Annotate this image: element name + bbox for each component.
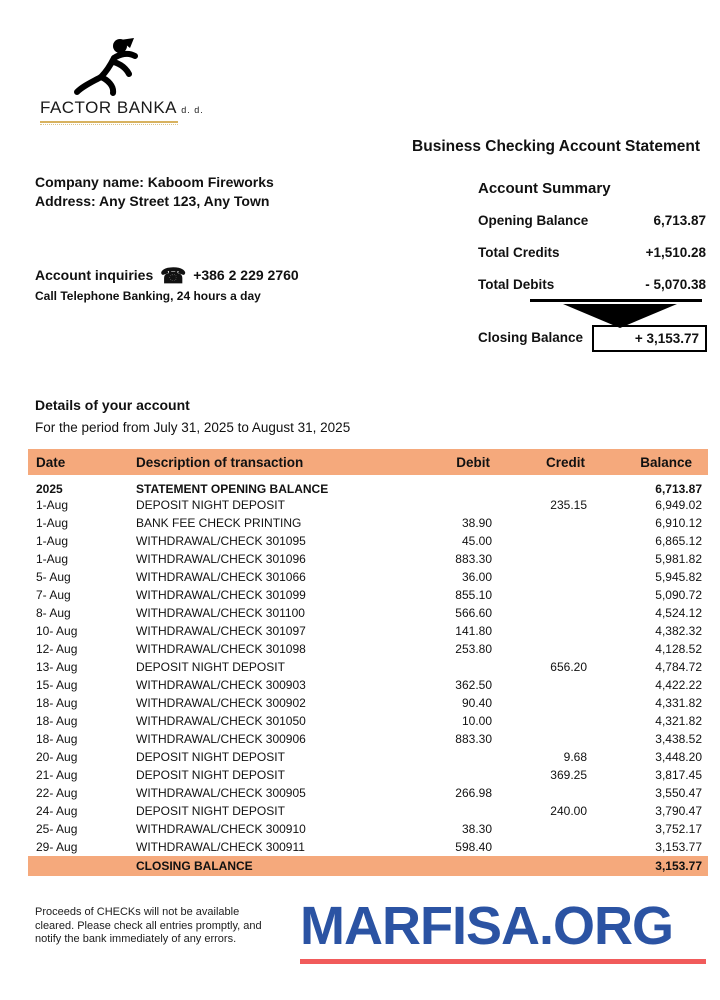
cell-date: 10- Aug [36, 624, 78, 638]
closing-row-label: CLOSING BALANCE [136, 856, 396, 876]
cell-description: WITHDRAWAL/CHECK 301066 [136, 570, 306, 584]
cell-debit: 36.00 [461, 570, 492, 584]
marfisa-logo-text: MARFISA.ORG [300, 896, 673, 956]
cell-balance: 6,865.12 [655, 534, 702, 548]
header-description: Description of transaction [136, 449, 396, 475]
company-block [35, 173, 274, 211]
cell-credit [492, 604, 587, 622]
header-balance: Balance [587, 449, 708, 475]
cell-credit [492, 712, 587, 730]
cell-balance: 3,790.47 [655, 804, 702, 818]
cell-date: 2025 [36, 482, 63, 496]
cell-credit: 235.15 [550, 498, 587, 512]
total-debits-label: Total Debits [478, 277, 555, 292]
cell-balance: 4,382.32 [655, 624, 702, 638]
cell-description: WITHDRAWAL/CHECK 301096 [136, 552, 306, 566]
statement-period: For the period from July 31, 2025 to August 31, 2025 [35, 420, 351, 435]
transactions-table [28, 449, 708, 876]
cell-date: 21- Aug [36, 768, 78, 782]
opening-balance-label: Opening Balance [478, 213, 589, 228]
cell-credit [492, 730, 587, 748]
cell-debit: 38.90 [461, 516, 492, 530]
cell-date: 22- Aug [36, 786, 78, 800]
table-row [28, 676, 708, 694]
table-row [28, 748, 708, 766]
cell-debit [396, 856, 492, 876]
cell-balance: 4,321.82 [655, 714, 702, 728]
cell-credit [492, 550, 587, 568]
cell-balance: 5,981.82 [655, 552, 702, 566]
cell-date: 15- Aug [36, 678, 78, 692]
cell-balance: 3,550.47 [655, 786, 702, 800]
table-row [28, 820, 708, 838]
cell-debit: 38.30 [461, 822, 492, 836]
cell-debit: 266.98 [455, 786, 492, 800]
summary-total-rule [530, 299, 702, 302]
cell-balance: 3,448.20 [655, 750, 702, 764]
total-credits-value: +1,510.28 [645, 245, 706, 260]
marfisa-logo [300, 897, 710, 964]
total-debits-value: - 5,070.38 [645, 277, 706, 292]
cell-description: WITHDRAWAL/CHECK 300911 [136, 840, 305, 854]
cell-description: DEPOSIT NIGHT DEPOSIT [136, 498, 285, 512]
cell-balance: 4,422.22 [655, 678, 702, 692]
table-row [28, 766, 708, 784]
table-row [28, 550, 708, 568]
cell-debit: 141.80 [455, 624, 492, 638]
cell-balance: 6,713.87 [655, 482, 702, 496]
table-row [28, 640, 708, 658]
cell-credit: 9.68 [563, 750, 587, 764]
cell-description: DEPOSIT NIGHT DEPOSIT [136, 768, 285, 782]
cell-debit: 90.40 [461, 696, 492, 710]
cell-date: 1-Aug [36, 516, 69, 530]
cell-description: WITHDRAWAL/CHECK 300910 [136, 822, 306, 836]
cell-debit: 253.80 [455, 642, 492, 656]
footnote [35, 906, 262, 947]
cell-description: WITHDRAWAL/CHECK 301100 [136, 606, 305, 620]
cell-credit [492, 640, 587, 658]
cell-credit: 656.20 [550, 660, 587, 674]
cell-date: 18- Aug [36, 732, 78, 746]
cell-debit: 883.30 [455, 732, 492, 746]
cell-balance: 3,153.77 [655, 840, 702, 854]
cell-date: 1-Aug [36, 552, 69, 566]
cell-credit [492, 676, 587, 694]
cell-credit [492, 622, 587, 640]
cell-credit [492, 514, 587, 532]
table-row [28, 568, 708, 586]
cell-credit [492, 694, 587, 712]
cell-balance: 4,784.72 [655, 660, 702, 674]
cell-debit [396, 766, 492, 784]
cell-balance: 5,090.72 [655, 588, 702, 602]
cell-credit [492, 586, 587, 604]
cell-description: WITHDRAWAL/CHECK 300905 [136, 786, 306, 800]
cell-date: 8- Aug [36, 606, 71, 620]
table-row [28, 532, 708, 550]
header-debit: Debit [396, 449, 492, 475]
account-summary [478, 180, 706, 309]
table-row [28, 838, 708, 856]
logo-underline-dotted [40, 124, 178, 125]
table-row [28, 712, 708, 730]
cell-date: 29- Aug [36, 840, 78, 854]
summary-row-debits [478, 277, 706, 292]
cell-date: 12- Aug [36, 642, 78, 656]
cell-balance: 5,945.82 [655, 570, 702, 584]
cell-balance: 6,910.12 [655, 516, 702, 530]
cell-date: 18- Aug [36, 696, 78, 710]
cell-description: WITHDRAWAL/CHECK 301097 [136, 624, 306, 638]
cell-balance: 4,331.82 [655, 696, 702, 710]
cell-debit [396, 496, 492, 514]
cell-balance: 3,438.52 [655, 732, 702, 746]
cell-balance: 4,524.12 [655, 606, 702, 620]
cell-credit: 369.25 [550, 768, 587, 782]
cell-debit: 362.50 [455, 678, 492, 692]
table-row [28, 784, 708, 802]
closing-balance-value-box: + 3,153.77 [592, 325, 707, 352]
cell-debit [396, 475, 492, 496]
footnote-line: Proceeds of CHECKs will not be available [35, 906, 240, 918]
cell-description: WITHDRAWAL/CHECK 301050 [136, 714, 306, 728]
cell-debit [396, 658, 492, 676]
cell-description: DEPOSIT NIGHT DEPOSIT [136, 660, 285, 674]
cell-date: 7- Aug [36, 588, 71, 602]
cell-date [28, 856, 136, 876]
inquiries-label: Account inquiries [35, 267, 154, 283]
cell-credit [492, 838, 587, 856]
closing-row-balance: 3,153.77 [587, 856, 708, 876]
cell-debit: 45.00 [461, 534, 492, 548]
table-row [28, 604, 708, 622]
leaping-figure-icon [40, 36, 180, 96]
cell-credit: 240.00 [550, 804, 587, 818]
cell-debit: 566.60 [455, 606, 492, 620]
cell-description: BANK FEE CHECK PRINTING [136, 516, 302, 530]
bank-logo [40, 36, 204, 125]
marfisa-logo-underline [300, 959, 706, 964]
footnote-line: cleared. Please check all entries promptly, and [35, 919, 262, 932]
phone-icon: ☎ [160, 265, 187, 288]
table-row [28, 730, 708, 748]
summary-row-credits [478, 245, 706, 260]
company-name-line: Company name: Kaboom Fireworks [35, 174, 274, 190]
cell-credit [492, 475, 587, 496]
total-credits-label: Total Credits [478, 245, 560, 260]
cell-debit [396, 748, 492, 766]
cell-description: WITHDRAWAL/CHECK 301095 [136, 534, 306, 548]
cell-description: DEPOSIT NIGHT DEPOSIT [136, 804, 285, 818]
company-address-line: Address: Any Street 123, Any Town [35, 193, 270, 209]
cell-date: 1-Aug [36, 534, 69, 548]
table-row [28, 802, 708, 820]
cell-date: 1-Aug [36, 498, 69, 512]
cell-balance: 6,949.02 [655, 498, 702, 512]
cell-description: WITHDRAWAL/CHECK 301099 [136, 588, 306, 602]
table-header-row [28, 449, 708, 475]
logo-underline [40, 121, 178, 123]
cell-date: 25- Aug [36, 822, 78, 836]
table-row [28, 622, 708, 640]
cell-balance: 3,752.17 [655, 822, 702, 836]
cell-debit: 883.30 [455, 552, 492, 566]
account-inquiries-line [35, 264, 299, 289]
cell-date: 20- Aug [36, 750, 78, 764]
cell-description: STATEMENT OPENING BALANCE [136, 482, 329, 496]
cell-credit [492, 568, 587, 586]
table-row [28, 496, 708, 514]
cell-balance: 3,817.45 [655, 768, 702, 782]
table-row [28, 475, 708, 496]
summary-row-opening [478, 213, 706, 228]
details-title: Details of your account [35, 397, 190, 413]
cell-debit [396, 802, 492, 820]
table-row [28, 694, 708, 712]
cell-date: 13- Aug [36, 660, 78, 674]
statement-title: Business Checking Account Statement [412, 138, 700, 155]
footnote-line: notify the bank immediately of any errors. [35, 933, 237, 945]
header-credit: Credit [492, 449, 587, 475]
cell-balance: 4,128.52 [655, 642, 702, 656]
cell-credit [492, 784, 587, 802]
cell-date: 24- Aug [36, 804, 78, 818]
cell-date: 5- Aug [36, 570, 71, 584]
cell-description: WITHDRAWAL/CHECK 301098 [136, 642, 306, 656]
table-row [28, 586, 708, 604]
transactions-body [28, 475, 708, 856]
cell-description: WITHDRAWAL/CHECK 300902 [136, 696, 306, 710]
cell-description: WITHDRAWAL/CHECK 300906 [136, 732, 306, 746]
opening-balance-value: 6,713.87 [653, 213, 706, 228]
inquiries-phone-number: +386 2 229 2760 [193, 267, 299, 283]
cell-debit: 855.10 [455, 588, 492, 602]
cell-credit [492, 820, 587, 838]
bank-name: FACTOR BANKA d. d. [40, 98, 204, 117]
telephone-banking-line: Call Telephone Banking, 24 hours a day [35, 289, 261, 303]
account-summary-title: Account Summary [478, 180, 611, 197]
cell-credit [492, 856, 587, 876]
bank-name-suffix: d. d. [181, 105, 204, 115]
cell-description: WITHDRAWAL/CHECK 300903 [136, 678, 306, 692]
header-date: Date [28, 449, 136, 475]
closing-balance-row [28, 856, 708, 876]
table-row [28, 658, 708, 676]
closing-balance-label: Closing Balance [478, 330, 584, 345]
cell-debit: 598.40 [455, 840, 492, 854]
cell-description: DEPOSIT NIGHT DEPOSIT [136, 750, 285, 764]
cell-date: 18- Aug [36, 714, 78, 728]
table-row [28, 514, 708, 532]
cell-debit: 10.00 [461, 714, 492, 728]
cell-credit [492, 532, 587, 550]
